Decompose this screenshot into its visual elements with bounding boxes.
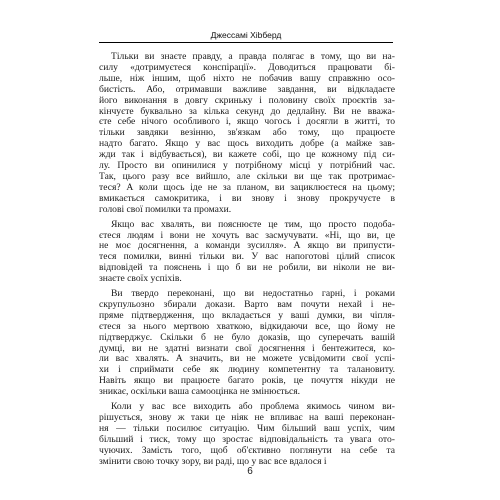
text-line: Коли у вас все виходить або проблема якимось чином ви- — [111, 402, 395, 413]
text-line: теся? А коли щось іде не за планом, ви зациклюєтеся на цьому; — [99, 182, 395, 193]
text-line: жди так і відбувається), ви кажете собі, що це кожному під си- — [99, 150, 395, 161]
text-line: скрупульозно збирали докази. Варто вам почути нехай і не- — [99, 299, 395, 310]
text-line: ли вас хвалять. А значить, ви не можете усвідомити свої успі- — [99, 354, 395, 365]
paragraph — [99, 402, 395, 467]
text-line: Так, цього разу все вийшло, але скільки ви ще так протримає- — [99, 171, 395, 182]
text-line: тільки завдяки везінню, зв'язкам або тому, що працюєте — [99, 128, 395, 139]
text-line: Тільки ви знаєте правду, а правда полягає в тому, що ви на- — [111, 52, 395, 62]
text-line: голові свої помилки та промахи. — [99, 204, 232, 215]
text-line: Навіть якщо ви працюєте багато років, це почуття нікуди не — [99, 376, 395, 387]
text-line: більший і тиск, тому що зростає відповідальність та увага ото- — [99, 434, 395, 445]
text-line: бистість. Або, отримавши важливе завдання, ви відкладаєте — [99, 84, 395, 95]
text-line: його виконання в довгу скриньку і половину своїх проєктів за- — [99, 95, 395, 106]
running-header: Джессамі Хіbберд — [99, 30, 393, 43]
paragraph — [99, 289, 395, 398]
text-line: відповідей та пояснень і що б ви не робили, ви ніколи не ви- — [99, 263, 395, 274]
text-line: змінити свою точку зору, ви раді, що у вас все вдалося і — [99, 456, 327, 467]
text-line: чуючих. Замість того, щоб об'єктивно поглянути на себе та — [99, 445, 395, 456]
text-line: зникає, оскільки ваша самооцінка не змінюється. — [99, 387, 301, 398]
text-line: лу. Просто ви опинилися у потрібному місці у потрібний час. — [99, 161, 395, 172]
text-line: єте себе нічого особливого і, якщо чогось і досягли в житті, то — [99, 117, 395, 128]
text-line: єтеся за нього мертвою хваткою, відкидаючи все, що йому не — [99, 321, 395, 332]
text-line: ня — тільки посилює ситуацію. Чим більший ваш успіх, чим — [99, 423, 395, 434]
paragraph — [99, 52, 395, 216]
text-line: не моє досягнення, а команди зусилля». А якщо ви припусти- — [99, 241, 395, 252]
text-line: вмикається самокритика, і ви знову і знову прокручуєте в — [99, 193, 395, 204]
text-line: Ви твердо переконані, що ви недостатньо гарні, і роками — [111, 289, 395, 300]
paragraph — [99, 220, 395, 285]
text-line: рішується, знову ж таки це ніяк не впливає на ваші переконан- — [99, 413, 395, 423]
text-line: кінчуєте буквально за кілька секунд до дедлайну. Ви не вважа- — [99, 106, 395, 117]
body-text — [99, 52, 395, 472]
text-line: думці, ви не здатні визнати свої досягнення і бентежитеся, ко- — [99, 343, 395, 354]
text-line: теся помилки, винні тільки ви. У вас напоготові цілий список — [99, 252, 395, 263]
text-line: хи і сприймати себе як людину компетентну та талановиту. — [99, 365, 395, 376]
text-line: знаєте своїх успіхів. — [99, 274, 182, 285]
text-line: Якщо вас хвалять, ви пояснюєте це тим, що просто подоба- — [111, 219, 395, 230]
text-line: надто багато. Якщо у вас щось виходить добре (а майже зав- — [99, 139, 395, 150]
text-line: єтеся людям і вони не хочуть вас засмучувати. «Ні, що ви, це — [99, 230, 395, 241]
page-number: 6 — [247, 466, 253, 477]
text-line: пряме підтвердження, що вкладається у ваші думки, ви чіпля- — [99, 310, 395, 321]
text-line: силу «дотримуєтеся конспірації». Доводиться працювати бі- — [99, 62, 395, 73]
text-line: підтверджує. Скільки б не було доказів, що суперечать вашій — [99, 332, 395, 343]
text-line: льше, ніж іншим, щоб ніхто не побачив вашу справжню осо- — [99, 73, 395, 84]
